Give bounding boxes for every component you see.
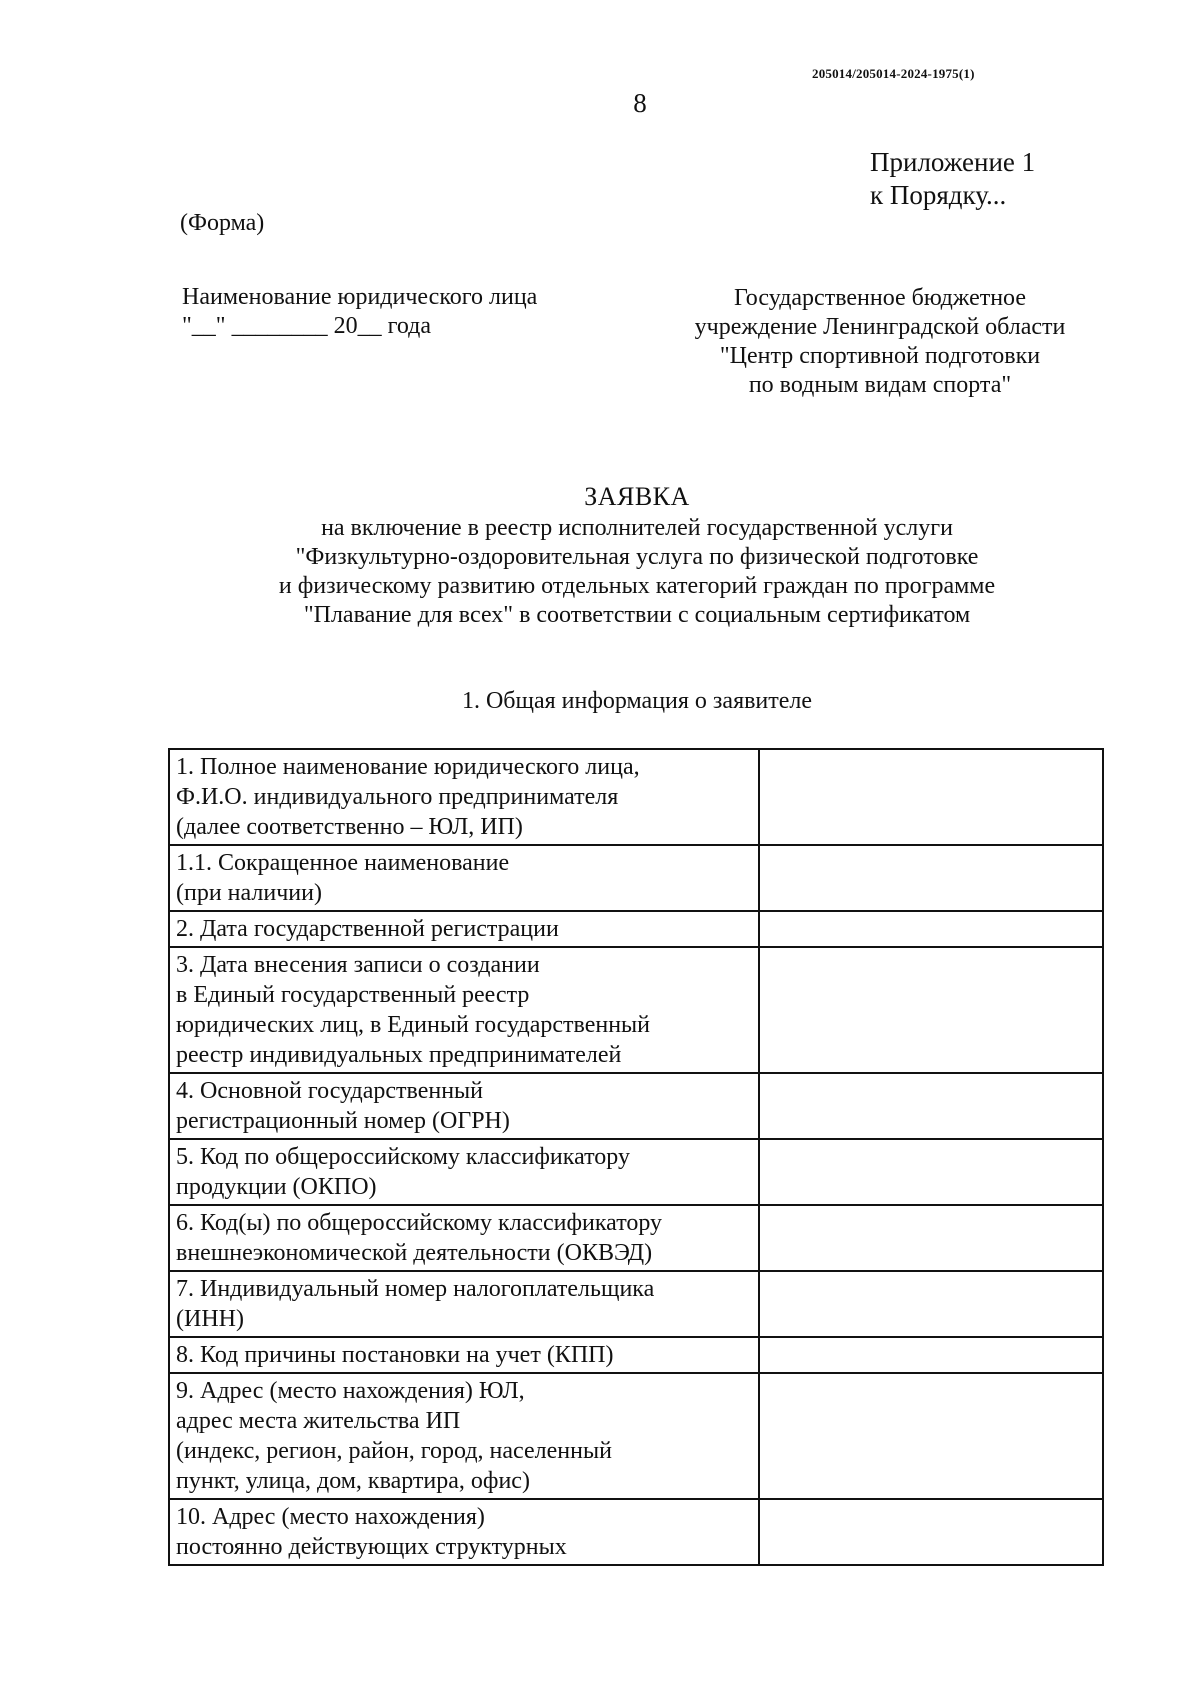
row-value-cell[interactable] (759, 749, 1103, 845)
recipient-line: по водным видам спорта" (748, 372, 1012, 398)
applicant-info-table (168, 748, 1104, 1566)
table-row (169, 1337, 1103, 1373)
table-row (169, 1139, 1103, 1205)
row-value-cell[interactable] (759, 1073, 1103, 1139)
row-value-cell[interactable] (759, 1271, 1103, 1337)
document-title-block (152, 480, 1122, 630)
date-line: "__" ________ 20__ года (182, 313, 432, 339)
row-label: 10. Адрес (место нахождения) постоянно действующих структурных (169, 1499, 759, 1565)
row-value-cell[interactable] (759, 1337, 1103, 1373)
document-title: ЗАЯВКА (584, 482, 690, 511)
row-value-cell[interactable] (759, 1499, 1103, 1565)
table-row (169, 1373, 1103, 1499)
title-line: "Физкультурно-оздоровительная услуга по физической подготовке (295, 544, 979, 570)
document-id: 205014/205014-2024-1975(1) (812, 66, 975, 81)
appendix-note (870, 146, 1035, 212)
table-row (169, 1499, 1103, 1565)
table-row (169, 749, 1103, 845)
row-value-cell[interactable] (759, 911, 1103, 947)
row-label: 6. Код(ы) по общероссийскому классификатору внешнеэкономической деятельности (ОКВЭД) (169, 1205, 759, 1271)
row-value-cell[interactable] (759, 1373, 1103, 1499)
row-label: 2. Дата государственной регистрации (169, 911, 759, 947)
row-label: 8. Код причины постановки на учет (КПП) (169, 1337, 759, 1373)
row-label: 3. Дата внесения записи о создании в Единый государственный реестр юридических лиц, в Единый государственный реестр индивидуальных предпринимателей (169, 947, 759, 1073)
table-row (169, 845, 1103, 911)
recipient-line: "Центр спортивной подготовки (719, 343, 1041, 369)
appendix-line: к Порядку... (870, 180, 1007, 210)
row-label: 1.1. Сокращенное наименование (при наличии) (169, 845, 759, 911)
row-label: 9. Адрес (место нахождения) ЮЛ, адрес места жительства ИП (индекс, регион, район, город, населенный пункт, улица, дом, квартира, офис) (169, 1373, 759, 1499)
form-label: (Форма) (180, 210, 265, 236)
title-line: на включение в реестр исполнителей государственной услуги (321, 515, 953, 541)
table-row (169, 1205, 1103, 1271)
recipient-line: учреждение Ленинградской области (694, 314, 1066, 340)
title-line: и физическому развитию отдельных категорий граждан по программе (278, 573, 996, 599)
row-label: 5. Код по общероссийскому классификатору продукции (ОКПО) (169, 1139, 759, 1205)
row-label: 4. Основной государственный регистрационный номер (ОГРН) (169, 1073, 759, 1139)
row-value-cell[interactable] (759, 1205, 1103, 1271)
row-value-cell[interactable] (759, 947, 1103, 1073)
table-row (169, 947, 1103, 1073)
row-value-cell[interactable] (759, 845, 1103, 911)
table-row (169, 911, 1103, 947)
table-row (169, 1271, 1103, 1337)
appendix-line: Приложение 1 (870, 147, 1036, 177)
row-label: 1. Полное наименование юридического лица, Ф.И.О. индивидуального предпринимателя (далее соответственно – ЮЛ, ИП) (169, 749, 759, 845)
applicant-block (182, 283, 537, 341)
section-heading: 1. Общая информация о заявителе (461, 688, 813, 714)
applicant-name-line: Наименование юридического лица (182, 284, 538, 310)
page-number: 8 (633, 88, 647, 118)
row-label: 7. Индивидуальный номер налогоплательщика (ИНН) (169, 1271, 759, 1337)
row-value-cell[interactable] (759, 1139, 1103, 1205)
table-row (169, 1073, 1103, 1139)
recipient-line: Государственное бюджетное (734, 285, 1026, 311)
recipient-block (640, 284, 1120, 400)
title-line: "Плавание для всех" в соответствии с социальным сертификатом (303, 602, 971, 628)
